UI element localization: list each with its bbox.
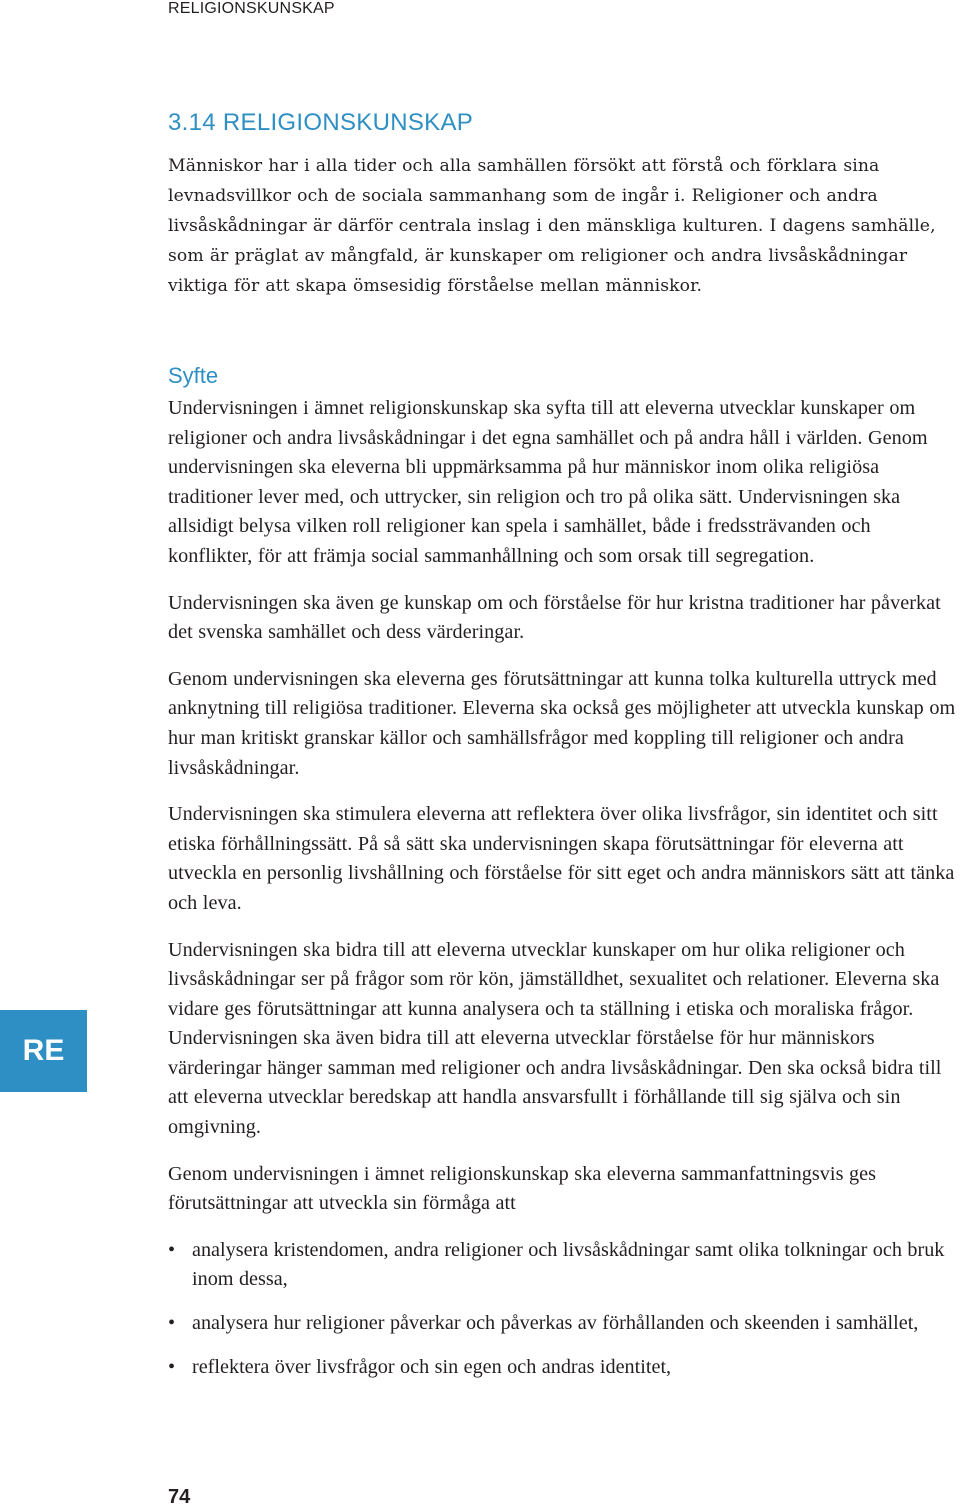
goal-text: analysera hur religioner påverkar och påverkas av förhållanden och skeenden i samhället, [192,1312,919,1335]
goal-list-item [168,1309,958,1339]
running-head: RELIGIONSKUNSKAP [168,0,335,17]
purpose-paragraph: Undervisningen i ämnet religionskunskap ska syfta till att eleverna utvecklar kunskaper om religioner och andra livsåskådningar i det egna samhället och på andra håll i världen. Genom undervisningen ska eleverna bli uppmärksamma på hur människor inom olika religiösa traditioner lever med, och uttrycker, sin religion och tro på olika sätt. Undervisningen ska allsidigt belysa vilken roll religioner kan spela i samhället, både i fredssträvanden och konflikter, för att främja social sammanhållning och som orsak till segregation. [168,397,928,567]
purpose-body [168,394,958,1219]
bullet-icon: • [168,1238,176,1261]
subject-tab [0,1010,87,1092]
purpose-paragraph: Undervisningen ska bidra till att eleverna utvecklar kunskaper om hur olika religioner och livsåskådningar ser på frågor som rör kön, jämställdhet, sexualitet och relationer. Eleverna ska vidare ges förutsättningar att kunna analysera och ta ställning i etiska och moraliska frågor. Undervisningen ska även bidra till att eleverna utvecklar förståelse för hur människors värderingar hänger samman med religioner och andra livsåskådningar. Den ska också bidra till att eleverna utvecklar beredskap att handla ansvarsfullt i förhållande till sig själva och sin omgivning. [168,938,942,1139]
goals-list [168,1236,958,1382]
purpose-paragraph: Genom undervisningen ska eleverna ges förutsättningar att kunna tolka kulturella uttryck med anknytning till religiösa traditioner. Eleverna ska också ges möjligheter att utveckla kunskap om hur man kritiskt granskar källor och samhällsfrågor med koppling till religioner och andra livsåskådningar. [168,667,956,779]
bullet-icon: • [168,1355,176,1378]
goal-text: reflektera över livsfrågor och sin egen och andras identitet, [192,1355,672,1378]
page-number: 74 [168,1486,191,1508]
purpose-paragraph: Undervisningen ska stimulera eleverna att reflektera över olika livsfrågor, sin identitet och sitt etiska förhållningssätt. På så sätt ska undervisningen skapa förutsättningar för eleverna att utveckla en personlig livshållning och förståelse för sitt eget och andra människors sätt att tänka och leva. [168,803,955,914]
goal-list-item [168,1236,958,1295]
subject-tab-label: RE [22,1034,65,1067]
goal-text: analysera kristendomen, andra religioner och livsåskådningar samt olika tolkningar och bruk inom dessa, [192,1238,945,1291]
bullet-icon: • [168,1312,176,1335]
main-content [168,107,958,1396]
goal-list-item [168,1353,958,1383]
purpose-paragraph: Undervisningen ska även ge kunskap om och förståelse för hur kristna traditioner har påverkat det svenska samhället och dess värderingar. [168,591,941,644]
section-title: 3.14 RELIGIONSKUNSKAP [168,109,474,136]
purpose-heading: Syfte [168,363,219,388]
purpose-paragraph: Genom undervisningen i ämnet religionskunskap ska eleverna sammanfattningsvis ges förutsättningar att utveckla sin förmåga att [168,1162,877,1215]
intro-paragraph: Människor har i alla tider och alla samhällen försökt att förstå och förklara sina levnadsvillkor och de sociala sammanhang som de ingår i. Religioner och andra livsåskådningar är därför centrala inslag i den mänskliga kulturen. I dagens samhälle, som är präglat av mångfald, är kunskaper om religioner och andra livsåskådningar viktiga för att skapa ömsesidig förståelse mellan människor. [168,156,936,296]
